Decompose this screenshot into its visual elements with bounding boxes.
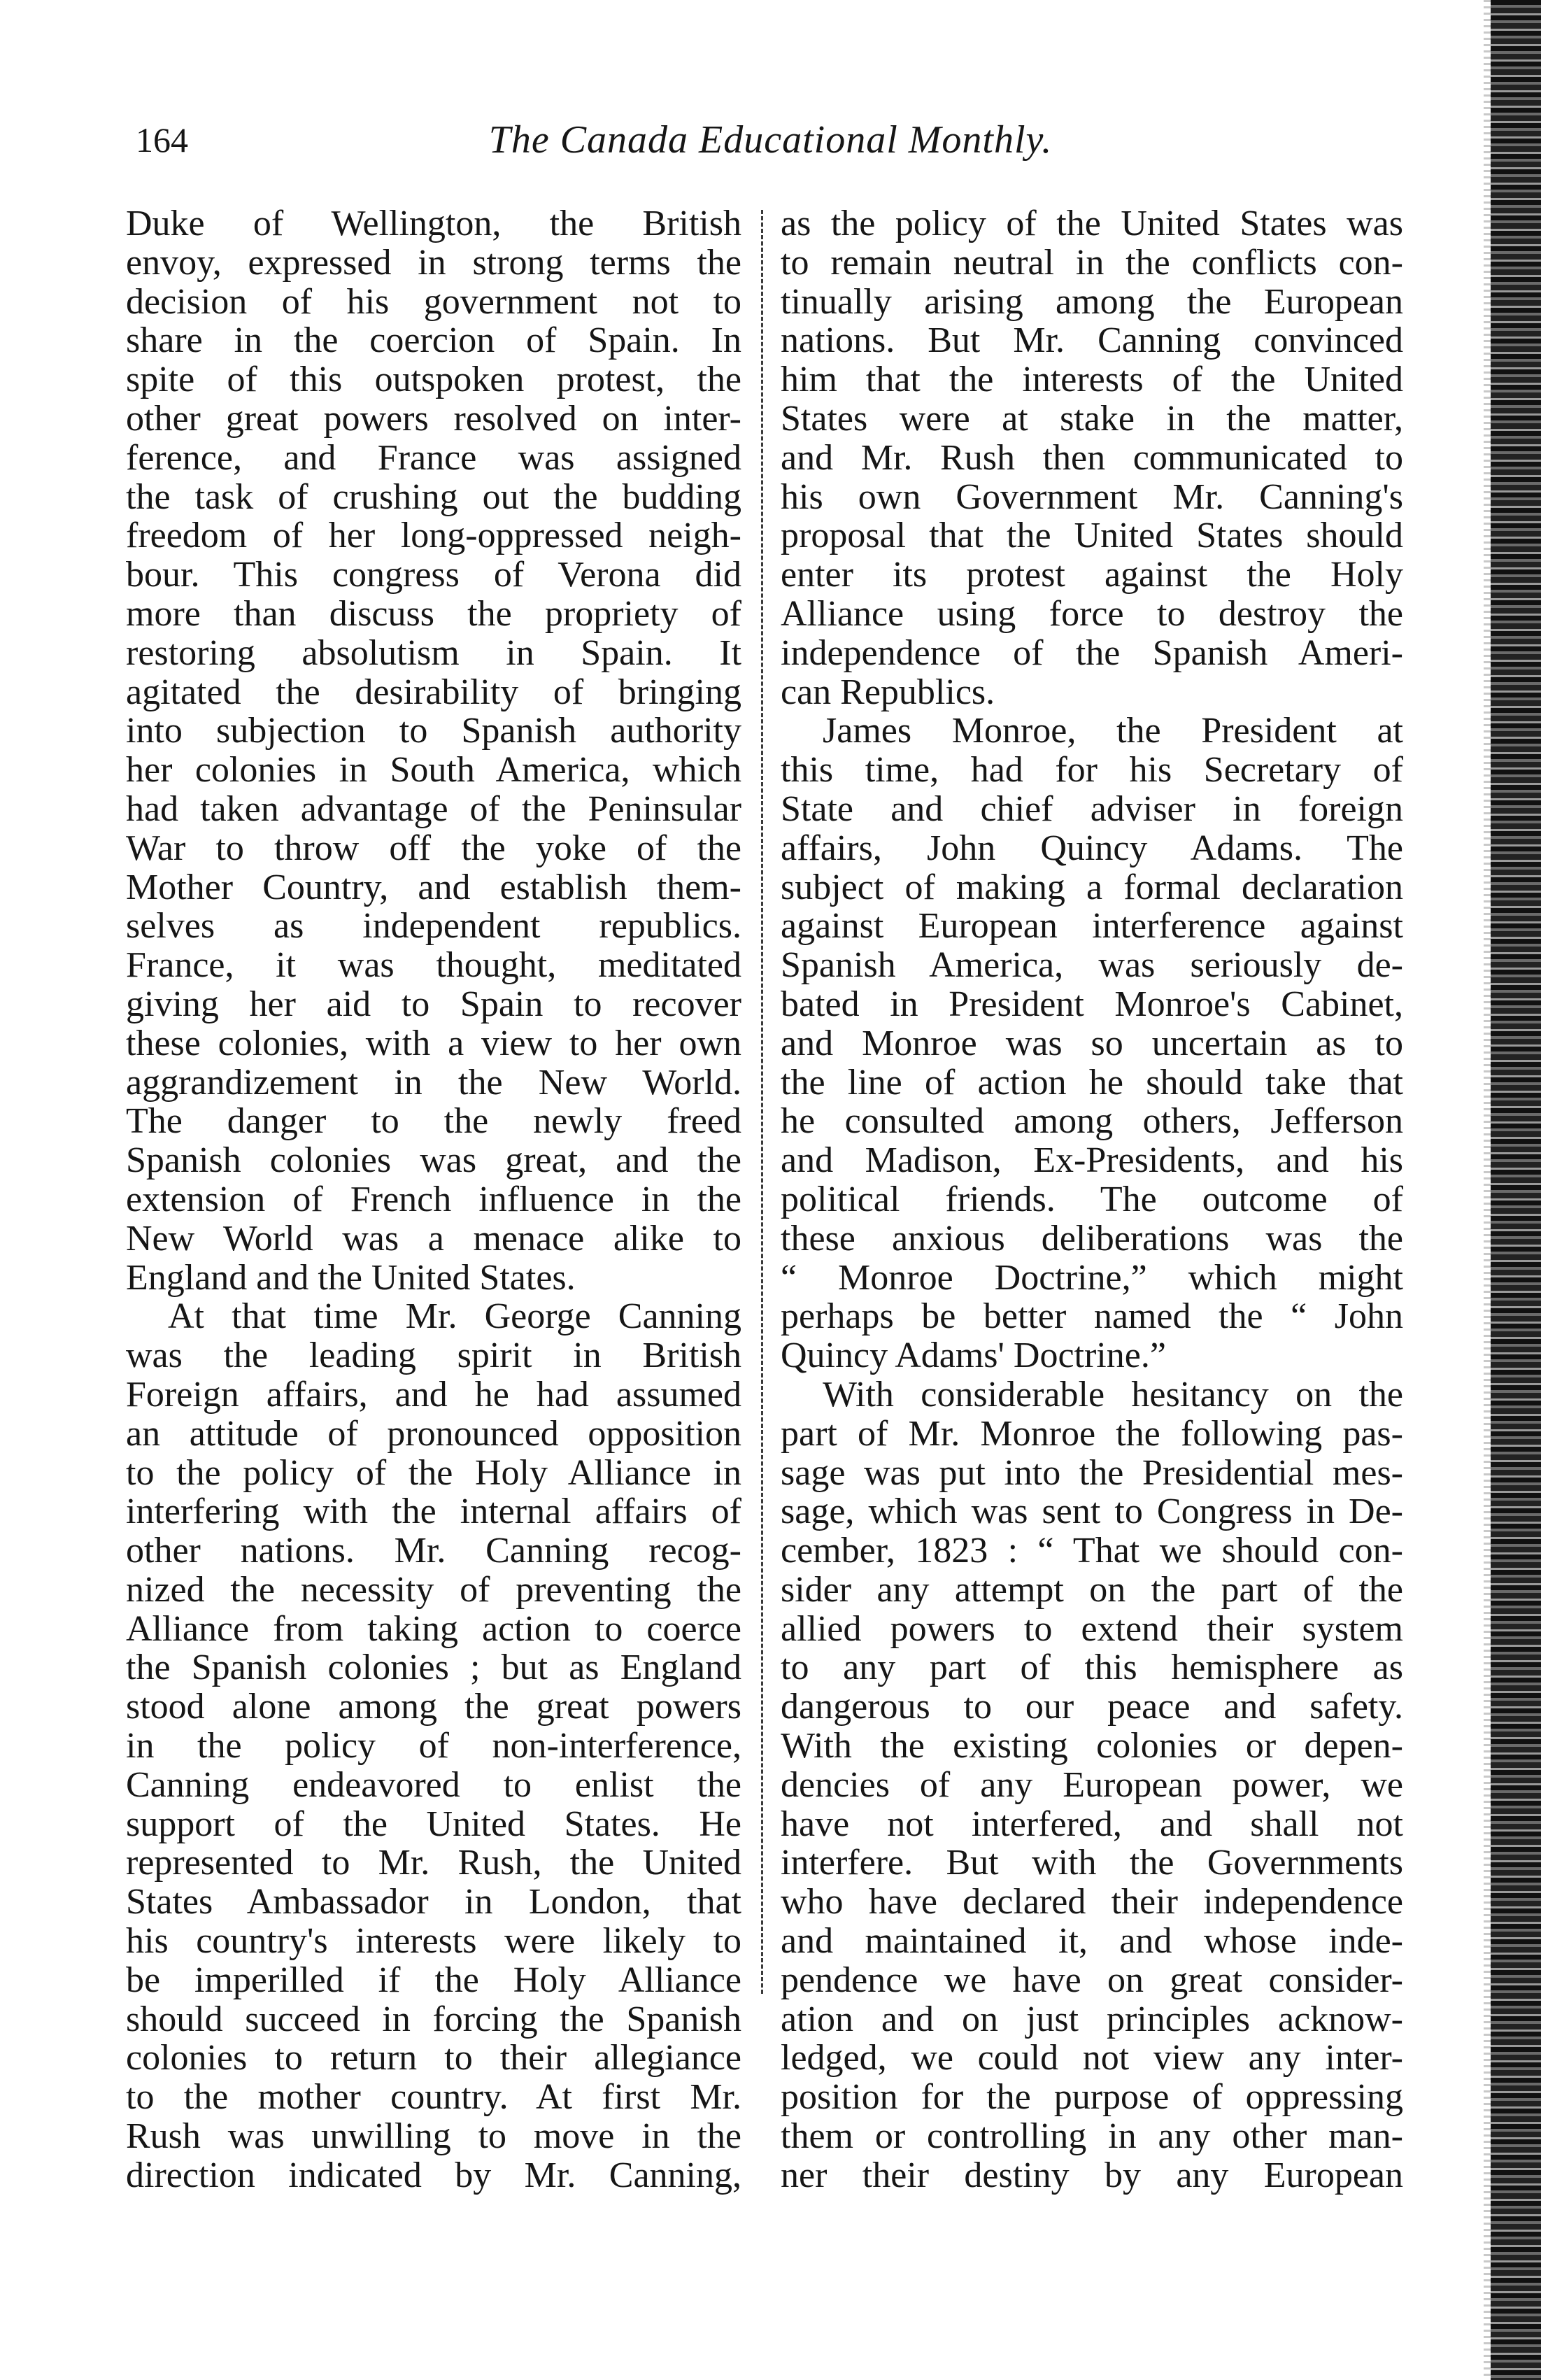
text-line: to remain neutral in the conflicts con- — [781, 243, 1403, 283]
page-edge-scan-strip — [1489, 0, 1541, 2380]
text-line: these anxious deliberations was the — [781, 1219, 1403, 1259]
text-line: aggrandizement in the New World. — [126, 1063, 741, 1103]
text-line: other great powers resolved on inter- — [126, 399, 741, 439]
text-line: other nations. Mr. Canning recog- — [126, 1531, 741, 1571]
text-line: allied powers to extend their system — [781, 1609, 1403, 1649]
text-line: her colonies in South America, which — [126, 751, 741, 790]
text-line: and maintained it, and whose inde- — [781, 1922, 1403, 1961]
text-line: ference, and France was assigned — [126, 438, 741, 478]
text-line: James Monroe, the President at — [823, 711, 1403, 751]
text-line: to the policy of the Holy Alliance in — [126, 1453, 741, 1493]
text-line: State and chief adviser in foreign — [781, 789, 1403, 829]
text-line: proposal that the United States should — [781, 516, 1403, 556]
text-line: freedom of her long-oppressed neigh- — [126, 516, 741, 556]
text-line: spite of this outspoken protest, the — [126, 360, 741, 399]
text-line: sage, which was sent to Congress in De- — [781, 1492, 1403, 1532]
text-line: share in the coercion of Spain. In — [126, 321, 741, 361]
text-line: enter its protest against the Holy — [781, 555, 1403, 595]
text-line: At that time Mr. George Canning — [168, 1297, 741, 1337]
text-line: restoring absolutism in Spain. It — [126, 633, 741, 673]
text-line: bated in President Monroe's Cabinet, — [781, 984, 1403, 1024]
text-line: support of the United States. He — [126, 1804, 741, 1844]
text-line: and Mr. Rush then communicated to — [781, 438, 1403, 478]
text-line: his own Government Mr. Canning's — [781, 477, 1403, 517]
text-line: pendence we have on great consider- — [781, 1960, 1403, 2000]
text-line: subject of making a formal declaration — [781, 867, 1403, 907]
running-title: The Canada Educational Monthly. — [488, 118, 1053, 162]
text-line: Canning endeavored to enlist the — [126, 1765, 741, 1805]
text-line: an attitude of pronounced opposition — [126, 1414, 741, 1454]
text-line: Spanish colonies was great, and the — [126, 1141, 741, 1180]
text-line: political friends. The outcome of — [781, 1180, 1403, 1219]
text-line: interfering with the internal affairs of — [126, 1492, 741, 1532]
text-line: was the leading spirit in British — [126, 1336, 741, 1375]
text-line: his country's interests were likely to — [126, 1922, 741, 1961]
text-line: part of Mr. Monroe the following pas- — [781, 1414, 1403, 1454]
text-line: agitated the desirability of bringing — [126, 672, 741, 712]
text-line: have not interfered, and shall not — [781, 1804, 1403, 1844]
text-line: extension of French influence in the — [126, 1180, 741, 1219]
text-line: States were at stake in the matter, — [781, 399, 1403, 439]
text-line: Rush was unwilling to move in the — [126, 2117, 741, 2156]
text-line: and Madison, Ex-Presidents, and his — [781, 1141, 1403, 1180]
text-line: should succeed in forcing the Spanish — [126, 1999, 741, 2039]
text-line: more than discuss the propriety of — [126, 594, 741, 634]
text-line: giving her aid to Spain to recover — [126, 984, 741, 1024]
text-line: With the existing colonies or depen- — [781, 1727, 1403, 1766]
column-divider — [761, 210, 763, 1994]
text-line: Alliance using force to destroy the — [781, 594, 1403, 634]
text-line: dencies of any European power, we — [781, 1765, 1403, 1805]
text-line: can Republics. — [781, 672, 995, 712]
text-line: affairs, John Quincy Adams. The — [781, 828, 1403, 868]
text-line: War to throw off the yoke of the — [126, 828, 741, 868]
text-line: him that the interests of the United — [781, 360, 1403, 399]
text-line: decision of his government not to — [126, 282, 741, 322]
text-line: interfere. But with the Governments — [781, 1843, 1403, 1883]
text-line: Quincy Adams' Doctrine.” — [781, 1336, 1166, 1375]
text-line: nized the necessity of preventing the — [126, 1570, 741, 1610]
text-line: colonies to return to their allegiance — [126, 2039, 741, 2078]
text-line: represented to Mr. Rush, the United — [126, 1843, 741, 1883]
text-line: in the policy of non-interference, — [126, 1727, 741, 1766]
text-line: he consulted among others, Jefferson — [781, 1102, 1403, 1142]
text-line: envoy, expressed in strong terms the — [126, 243, 741, 283]
text-line: “ Monroe Doctrine,” which might — [781, 1258, 1403, 1298]
text-line: selves as independent republics. — [126, 907, 741, 947]
text-line: bour. This congress of Verona did — [126, 555, 741, 595]
text-line: dangerous to our peace and safety. — [781, 1687, 1403, 1727]
text-line: Spanish America, was seriously de- — [781, 946, 1403, 985]
text-line: the line of action he should take that — [781, 1063, 1403, 1103]
text-line: independence of the Spanish Ameri- — [781, 633, 1403, 673]
text-line: stood alone among the great powers — [126, 1687, 741, 1727]
text-line: New World was a menace alike to — [126, 1219, 741, 1259]
text-line: who have declared their independence — [781, 1883, 1403, 1922]
text-line: nations. But Mr. Canning convinced — [781, 321, 1403, 361]
text-line: and Monroe was so uncertain as to — [781, 1023, 1403, 1063]
text-line: to the mother country. At first Mr. — [126, 2078, 741, 2118]
text-line: The danger to the newly freed — [126, 1102, 741, 1142]
text-line: tinually arising among the European — [781, 282, 1403, 322]
text-line: to any part of this hemisphere as — [781, 1648, 1403, 1688]
text-line: direction indicated by Mr. Canning, — [126, 2155, 741, 2195]
text-line: France, it was thought, meditated — [126, 946, 741, 985]
text-line: this time, had for his Secretary of — [781, 751, 1403, 790]
text-line: against European interference against — [781, 907, 1403, 947]
text-line: States Ambassador in London, that — [126, 1883, 741, 1922]
text-line: Alliance from taking action to coerce — [126, 1609, 741, 1649]
text-line: these colonies, with a view to her own — [126, 1023, 741, 1063]
text-line: be imperilled if the Holy Alliance — [126, 1960, 741, 2000]
text-line: into subjection to Spanish authority — [126, 711, 741, 751]
text-line: them or controlling in any other man- — [781, 2117, 1403, 2156]
text-line: sider any attempt on the part of the — [781, 1570, 1403, 1610]
text-line: England and the United States. — [126, 1258, 576, 1298]
text-line: had taken advantage of the Peninsular — [126, 789, 741, 829]
text-line: cember, 1823 : “ That we should con- — [781, 1531, 1403, 1571]
right-column — [781, 204, 1403, 2195]
text-line: position for the purpose of oppressing — [781, 2078, 1403, 2118]
text-line: sage was put into the Presidential mes- — [781, 1453, 1403, 1493]
text-line: ner their destiny by any European — [781, 2155, 1403, 2195]
text-line: Duke of Wellington, the British — [126, 204, 741, 243]
text-line: Foreign affairs, and he had assumed — [126, 1375, 741, 1415]
page-number: 164 — [136, 120, 188, 160]
text-line: the Spanish colonies ; but as England — [126, 1648, 741, 1688]
text-line: With considerable hesitancy on the — [823, 1375, 1403, 1415]
left-column — [126, 204, 741, 2195]
text-line: perhaps be better named the “ John — [781, 1297, 1403, 1337]
text-line: ation and on just principles acknow- — [781, 1999, 1403, 2039]
text-line: ledged, we could not view any inter- — [781, 2039, 1403, 2078]
text-line: as the policy of the United States was — [781, 204, 1403, 243]
text-line: Mother Country, and establish them- — [126, 867, 741, 907]
text-line: the task of crushing out the budding — [126, 477, 741, 517]
